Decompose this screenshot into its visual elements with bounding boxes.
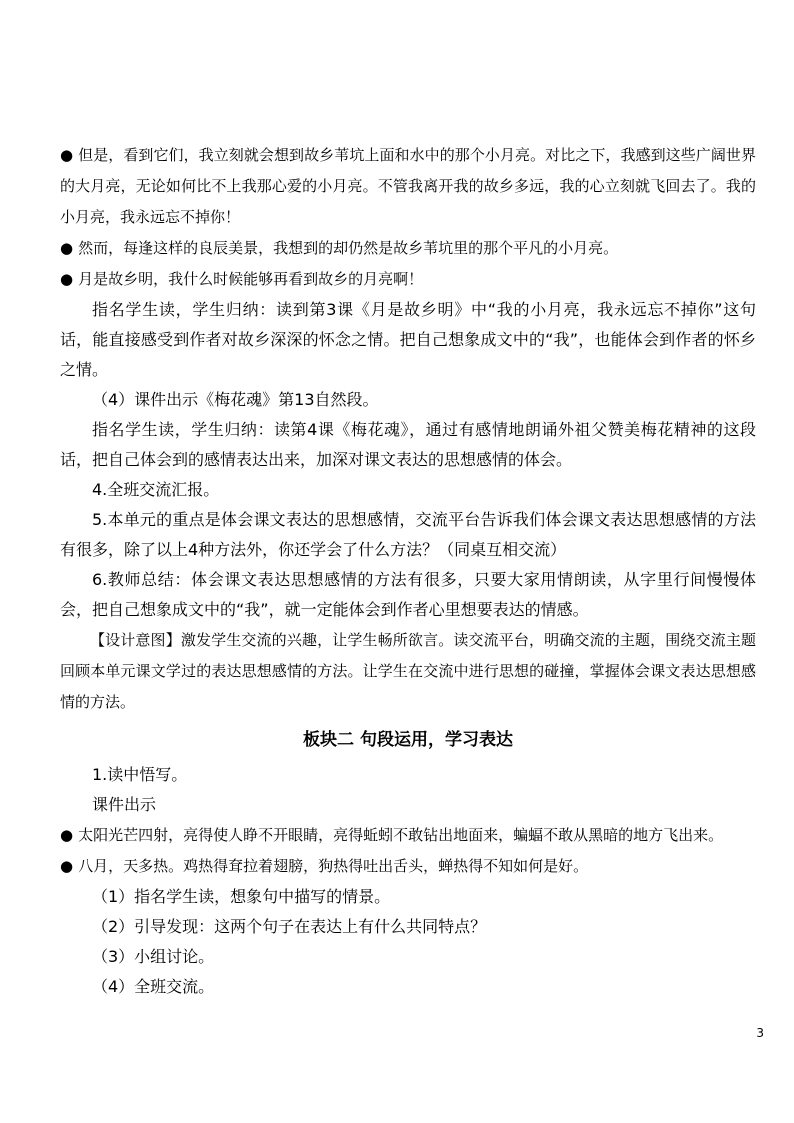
quote-item xyxy=(60,264,756,295)
page-content xyxy=(60,140,756,1002)
design-intent-tag: 【设计意图】 xyxy=(90,631,181,649)
bullet-icon: ● xyxy=(60,146,74,164)
body-paragraph: （1）指名学生读，想象句中描写的情景。 xyxy=(92,887,391,906)
body-paragraph: （4）全班交流。 xyxy=(92,977,215,996)
bullet-icon: ● xyxy=(60,826,74,844)
page-number: 3 xyxy=(756,1026,764,1040)
body-paragraph: （4）课件出示《梅花魂》第13自然段。 xyxy=(92,390,379,409)
quote-item xyxy=(60,140,756,233)
quote-item xyxy=(60,851,756,882)
bullet-icon: ● xyxy=(60,857,74,875)
body-paragraph: 指名学生读，学生归纳：读第4课《梅花魂》，通过有感情地朗诵外祖父赞美梅花精神的这段话，把自己体会到的感情表达出来，加深对课文表达的思想感情的体会。 xyxy=(60,420,756,469)
bullet-icon: ● xyxy=(60,270,74,288)
body-paragraph: 4.全班交流汇报。 xyxy=(92,480,220,499)
body-paragraph: 5.本单元的重点是体会课文表达的思想感情，交流平台告诉我们体会课文表达思想感情的方法有很多，除了以上4种方法外，你还学会了什么方法？（同桌互相交流） xyxy=(60,510,756,559)
quote-text: 太阳光芒四射，亮得使人睁不开眼睛，亮得蚯蚓不敢钻出地面来，蝙蝠不敢从黑暗的地方飞出来。 xyxy=(78,826,724,844)
body-paragraph: 课件出示 xyxy=(92,795,157,814)
body-paragraph: 6.教师总结：体会课文表达思想感情的方法有很多，只要大家用情朗读，从字里行间慢慢体会，把自己想象成文中的“我”，就一定能体会到作者心里想要表达的情感。 xyxy=(60,570,756,619)
quote-item xyxy=(60,233,756,264)
body-paragraph: 指名学生读，学生归纳：读到第3课《月是故乡明》中“我的小月亮，我永远忘不掉你”这句话，能直接感受到作者对故乡深深的怀念之情。把自己想象成文中的“我”，也能体会到作者的怀乡之情。 xyxy=(60,300,756,379)
body-paragraph: （2）引导发现：这两个句子在表达上有什么共同特点？ xyxy=(92,917,487,936)
body-paragraph: 1.读中悟写。 xyxy=(92,765,188,784)
design-intent-paragraph xyxy=(60,625,756,718)
quote-text: 然而，每逢这样的良辰美景，我想到的却仍然是故乡苇坑里的那个平凡的小月亮。 xyxy=(78,239,619,257)
section-heading: 板块二 句段运用，学习表达 xyxy=(303,730,513,750)
bullet-icon: ● xyxy=(60,239,74,257)
quote-item xyxy=(60,820,756,851)
body-paragraph: （3）小组讨论。 xyxy=(92,947,215,966)
quote-text: 但是，看到它们，我立刻就会想到故乡苇坑上面和水中的那个小月亮。对比之下，我感到这些广阔世界的大月亮，无论如何比不上我那心爱的小月亮。不管我离开我的故乡多远，我的心立刻就飞回去了。我的小月亮，我永远忘不掉你！ xyxy=(60,146,756,226)
quote-text: 月是故乡明，我什么时候能够再看到故乡的月亮啊！ xyxy=(78,270,424,288)
design-intent-text: 激发学生交流的兴趣，让学生畅所欲言。读交流平台，明确交流的主题，围绕交流主题回顾本单元课文学过的表达思想感情的方法。让学生在交流中进行思想的碰撞，掌握体会课文表达思想感情的方法。 xyxy=(60,631,756,711)
quote-text: 八月，天多热。鸡热得耷拉着翅膀，狗热得吐出舌头，蝉热得不知如何是好。 xyxy=(78,857,589,875)
